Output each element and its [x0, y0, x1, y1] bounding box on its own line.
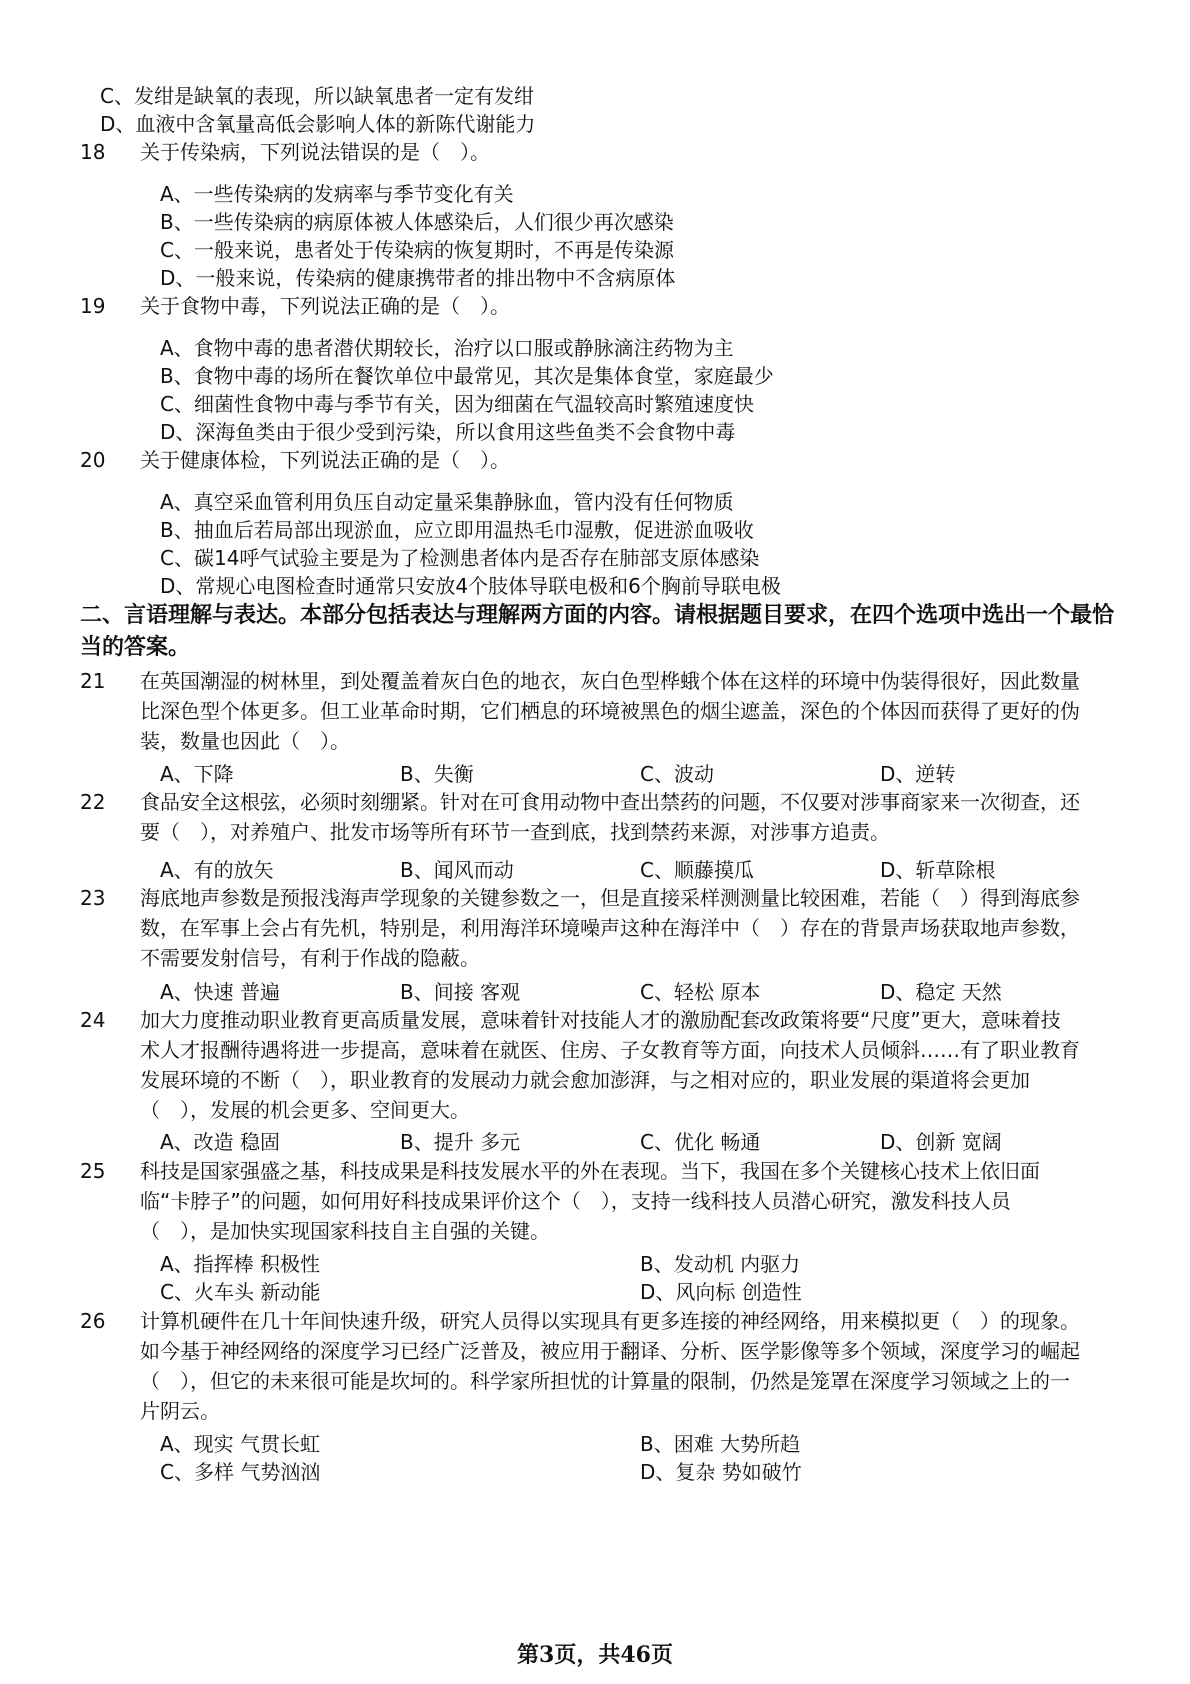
option-d: D、常规心电图检查时通常只安放4个肢体导联电极和6个胸前导联电极: [160, 574, 781, 598]
option-d: D、一般来说，传染病的健康携带者的排出物中不含病原体: [160, 266, 676, 290]
option-c: C、碳14呼气试验主要是为了检测患者体内是否存在肺部支原体感染: [160, 546, 760, 570]
question-text: 关于食物中毒，下列说法正确的是（ ）。: [140, 294, 510, 318]
option-d: D、斩草除根: [880, 858, 996, 882]
page-footer: 第3页，共46页: [517, 1642, 673, 1668]
option-c: C、火车头 新动能: [160, 1280, 321, 1304]
option-c: C、一般来说，患者处于传染病的恢复期时，不再是传染源: [160, 238, 674, 262]
option-c: C、优化 畅通: [640, 1130, 761, 1154]
question-number: 22: [80, 790, 106, 814]
option-d: D、复杂 势如破竹: [640, 1460, 802, 1484]
option-d: D、稳定 天然: [880, 980, 1002, 1004]
option-b: B、食物中毒的场所在餐饮单位中最常见，其次是集体食堂，家庭最少: [160, 364, 774, 388]
option-c: C、波动: [640, 762, 714, 786]
option-d: D、逆转: [880, 762, 956, 786]
option-a: A、一些传染病的发病率与季节变化有关: [160, 182, 514, 206]
option-b: B、抽血后若局部出现淤血，应立即用温热毛巾湿敷，促进淤血吸收: [160, 518, 754, 542]
option-b: B、一些传染病的病原体被人体感染后，人们很少再次感染: [160, 210, 674, 234]
option-b: B、困难 大势所趋: [640, 1432, 801, 1456]
question-number: 18: [80, 140, 106, 164]
question-text: 加大力度推动职业教育更高质量发展，意味着针对技能人才的激励配套改政策将要“尺度”更大，意味着技术人才报酬待遇将进一步提高，意味着在就医、住房、子女教育等方面，向技术人员倾斜……有了职业教育发展环境的不断（ ），职业教育的发展动力就会愈加澎湃，与之相对应的，职业发展的渠道将会更加（ ），发展的机会更多、空间更大。: [140, 1008, 1080, 1122]
option-a: A、下降: [160, 762, 234, 786]
option-d: D、深海鱼类由于很少受到污染，所以食用这些鱼类不会食物中毒: [160, 420, 736, 444]
question-text: 科技是国家强盛之基，科技成果是科技发展水平的外在表现。当下，我国在多个关键核心技术上依旧面临“卡脖子”的问题，如何用好科技成果评价这个（ ），支持一线科技人员潜心研究，激发科技人员（ ），是加快实现国家科技自主自强的关键。: [140, 1159, 1040, 1243]
question-number: 25: [80, 1159, 106, 1183]
question-text: 计算机硬件在几十年间快速升级，研究人员得以实现具有更多连接的神经网络，用来模拟更（ ）的现象。如今基于神经网络的深度学习已经广泛普及，被应用于翻译、分析、医学影像等多个领域，深度学习的崛起（ ），但它的未来很可能是坎坷的。科学家所担忧的计算量的限制，仍然是笼罩在深度学习领域之上的一片阴云。: [140, 1309, 1080, 1423]
question-text: 关于健康体检，下列说法正确的是（ ）。: [140, 448, 510, 472]
option-b: B、闻风而动: [400, 858, 514, 882]
option-a: A、食物中毒的患者潜伏期较长，治疗以口服或静脉滴注药物为主: [160, 336, 734, 360]
option-a: A、真空采血管利用负压自动定量采集静脉血，管内没有任何物质: [160, 490, 734, 514]
question-text: 关于传染病，下列说法错误的是（ ）。: [140, 140, 490, 164]
option-c: C、轻松 原本: [640, 980, 761, 1004]
question-number: 24: [80, 1008, 106, 1032]
carryover-option-c: C、发绀是缺氧的表现，所以缺氧患者一定有发绀: [100, 84, 534, 108]
option-d: D、风向标 创造性: [640, 1280, 802, 1304]
question-number: 19: [80, 294, 106, 318]
option-b: B、失衡: [400, 762, 474, 786]
question-text: 食品安全这根弦，必须时刻绷紧。针对在可食用动物中查出禁药的问题，不仅要对涉事商家来一次彻查，还要（ ），对养殖户、批发市场等所有环节一查到底，找到禁药来源，对涉事方追责。: [140, 790, 1080, 844]
option-a: A、改造 稳固: [160, 1130, 281, 1154]
option-a: A、现实 气贯长虹: [160, 1432, 321, 1456]
option-c: C、细菌性食物中毒与季节有关，因为细菌在气温较高时繁殖速度快: [160, 392, 754, 416]
option-b: B、提升 多元: [400, 1130, 521, 1154]
carryover-option-d: D、血液中含氧量高低会影响人体的新陈代谢能力: [100, 112, 536, 136]
option-c: C、顺藤摸瓜: [640, 858, 754, 882]
option-c: C、多样 气势汹汹: [160, 1460, 321, 1484]
question-number: 21: [80, 669, 106, 693]
question-number: 23: [80, 886, 106, 910]
option-d: D、创新 宽阔: [880, 1130, 1002, 1154]
section-heading: 二、言语理解与表达。本部分包括表达与理解两方面的内容。请根据题目要求，在四个选项中选出一个最恰当的答案。: [80, 603, 1115, 660]
question-text: 海底地声参数是预报浅海声学现象的关键参数之一，但是直接采样测测量比较困难，若能（ ）得到海底参数，在军事上会占有先机，特别是，利用海洋环境噪声这种在海洋中（ ）存在的背景声场获取地声参数，不需要发射信号，有利于作战的隐蔽。: [140, 886, 1080, 970]
option-b: B、发动机 内驱力: [640, 1252, 801, 1276]
question-text: 在英国潮湿的树林里，到处覆盖着灰白色的地衣，灰白色型桦蛾个体在这样的环境中伪装得很好，因此数量比深色型个体更多。但工业革命时期，它们栖息的环境被黑色的烟尘遮盖，深色的个体因而获得了更好的伪装，数量也因此（ ）。: [140, 669, 1080, 753]
option-a: A、有的放矢: [160, 858, 274, 882]
question-number: 20: [80, 448, 106, 472]
question-number: 26: [80, 1309, 106, 1333]
option-b: B、间接 客观: [400, 980, 521, 1004]
option-a: A、快速 普遍: [160, 980, 281, 1004]
option-a: A、指挥棒 积极性: [160, 1252, 321, 1276]
